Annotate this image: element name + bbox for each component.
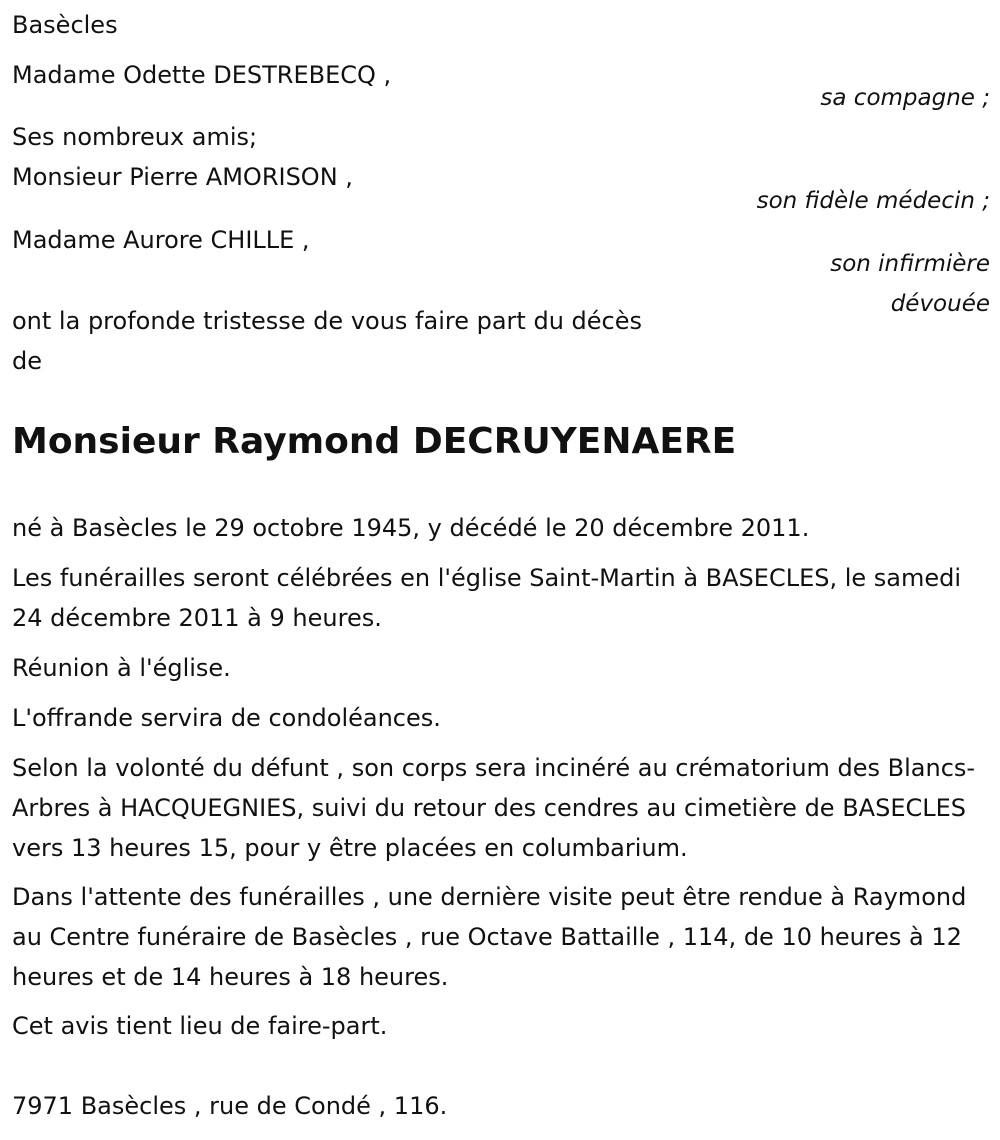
visit-text: Dans l'attente des funérailles , une dernière visite peut être rendue à Raymond au Centre funéraire de Basècles , rue Octave Battaille , 114, de 10 heures à 12 heures et de 14 heures à 18 heures. xyxy=(12,883,967,991)
announcement-line-1: ont la profonde tristesse de vous faire part du décès xyxy=(12,307,642,335)
mourner-name-aurore: Madame Aurore CHILLE , xyxy=(12,226,310,254)
address-footer: 7971 Basècles , rue de Condé , 116. xyxy=(12,1092,448,1120)
notice-text: Cet avis tient lieu de faire-part. xyxy=(12,1012,388,1040)
mourner-name-odette: Madame Odette DESTREBECQ , xyxy=(12,61,392,89)
mourner-relation-pierre: son fidèle médecin ; xyxy=(756,188,990,214)
cremation-text: Selon la volonté du défunt , son corps sera incinéré au crématorium des Blancs-Arbres à HACQUEGNIES, suivi du retour des cendres au cimetière de BASECLES vers 13 heures 15, pour y être placées en columbarium. xyxy=(12,754,976,862)
mourner-relation-aurore-line1: son infirmière xyxy=(830,251,990,277)
deceased-name: Monsieur Raymond DECRUYENAERE xyxy=(12,421,737,462)
mourner-relation-aurore-line2: dévouée xyxy=(890,291,990,317)
birth-death-text: né à Basècles le 29 octobre 1945, y décédé le 20 décembre 2011. xyxy=(12,514,810,542)
mourner-name-friends: Ses nombreux amis; xyxy=(12,123,258,151)
town-heading: Basècles xyxy=(12,11,118,39)
announcement-line-2: de xyxy=(12,347,42,375)
mourner-name-pierre: Monsieur Pierre AMORISON , xyxy=(12,163,353,191)
mourner-relation-odette: sa compagne ; xyxy=(820,85,990,111)
gathering-text: Réunion à l'église. xyxy=(12,654,231,682)
offering-text: L'offrande servira de condoléances. xyxy=(12,704,441,732)
funeral-text: Les funérailles seront célébrées en l'église Saint-Martin à BASECLES, le samedi 24 décembre 2011 à 9 heures. xyxy=(12,564,962,632)
